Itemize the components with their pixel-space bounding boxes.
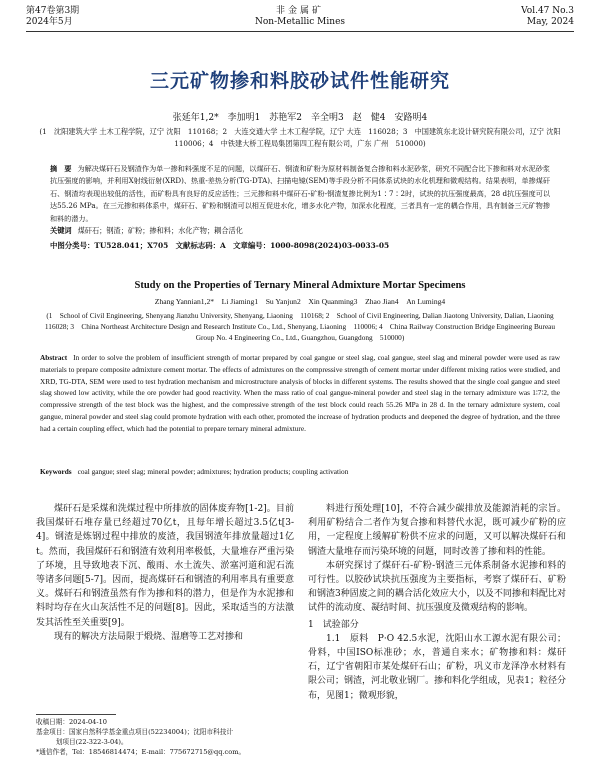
materials-paragraph bbox=[308, 632, 566, 703]
journal-name-cn: 非金属矿 bbox=[275, 6, 324, 16]
abstract-en-label: Abstract bbox=[40, 353, 68, 362]
abstract-en bbox=[40, 352, 560, 435]
materials-text: P·O 42.5水泥，沈阳山水工源水泥有限公司；骨料，中国ISO标准砂；水，普通自来水；矿物掺和料：煤矸石，辽宁省朝阳市某处煤矸石山；矿粉，巩义市龙泽净水材料有限公司；钢渣，河北敬业钢厂。掺和料化学组成，见表1；粒径分布，见图1；微观形貌， bbox=[308, 633, 566, 701]
footnote-corresponding: *通信作者，Tel：18546814474；E-mail：775672715@qq.com。 bbox=[36, 748, 246, 756]
body-column-right bbox=[308, 502, 566, 703]
body-paragraph: 现有的解决方法局限于煅烧、湿磨等工艺对掺和 bbox=[54, 631, 244, 642]
abstract-cn-text: 为解决煤矸石及钢渣作为单一掺和料强度不足的问题，以煤矸石、钢渣和矿粉为原材料制备复合掺和料水泥砂浆，研究不同配合比下掺和料对水泥砂浆抗压强度的影响，并利用X射线衍射(XRD)、热重-差热分析(TG-DTA)、扫描电镜(SEM)等手段分析不同体系试块的水化机理和微观结构。结果表明，单掺煤矸石、钢渣均表现出较低的活性，而矿粉具有良好的反应活性；三元掺和料中煤矸石-矿粉-钢渣复掺比例为1∶7∶2时，试块的抗压强度最高，28 d抗压强度可以达55.26 MPa。在三元掺和料体系中，煤矸石、矿粉和钢渣可以相互促进水化，增多水化产物，加深水化程度，三者具有一定的耦合作用，具有制备三元矿物掺和料的潜力。 bbox=[50, 164, 550, 223]
paper-title-en: Study on the Properties of Ternary Mineral Admixture Mortar Specimens bbox=[134, 280, 466, 291]
keywords-cn-text: 煤矸石；钢渣；矿粉；掺和料；水化产物；耦合活化 bbox=[77, 226, 243, 235]
keywords-cn-label: 关键词 bbox=[50, 226, 72, 235]
abstract-cn bbox=[50, 163, 550, 225]
body-paragraph: 本研究探讨了煤矸石-矿粉-钢渣三元体系制备水泥掺和料的可行性。以胶砂试块抗压强度为主要指标，考察了煤矸石、矿粉和钢渣3种固废之间的耦合活化效应大小，以及不同掺和料配比对试件的流动度、凝结时间、抗压强度及微观结构的影响。 bbox=[308, 560, 566, 614]
keywords-en-text: coal gangue; steel slag; mineral powder; admixtures; hydration products; coupling activation bbox=[77, 467, 349, 476]
header-right bbox=[521, 6, 574, 28]
abstract-en-text: In order to solve the problem of insufficient strength of mortar prepared by coal gangue or steel slag, coal gangue, steel slag and mineral powder were used as raw materials to prepare composite admixture cement mortar. The effects of admixtures on the compressive strength of cement mortar under different mixing ratios were studied, and XRD, TG-DTA, SEM were used to test hydration mechanism and microstructure analysis of blocks in different systems. The results showed that the single coal gangue and steel slag showed low activity, while the ore powder had good reactivity. When the mass ratio of coal gangue-mineral powder and steel slag in the ternary admixture was 1∶7∶2, the compressive strength of the test block was the highest, and the compressive strength of the test block could reach 55.26 MPa in 28 d. In the ternary admixture system, coal gangue, mineral powder and steel slag could promote hydration with each other, promoted the increase of hydration products and deepened the degree of hydration, and the three had a certain coupling effect, which had the potential to prepare ternary mineral admixture. bbox=[40, 353, 560, 433]
authors-cn: 张延年1,2* 李加明1 苏艳军2 辛全明3 赵 健4 安路明4 bbox=[172, 113, 428, 123]
footnotes bbox=[36, 717, 294, 757]
section-heading: 1 试验部分 bbox=[308, 619, 359, 630]
footnote-funding-cont: 划项目(22-322-3-04)。 bbox=[55, 738, 128, 746]
affiliations-cn: (1 沈阳建筑大学 土木工程学院，辽宁 沈阳 110168；2 大连交通大学 土木工程学院，辽宁 大连 116028；3 中国建筑东北设计研究院有限公司，辽宁 沈阳 110006；4 中铁建大桥工程局集团第四工程有限公司，广东 广州 510000) bbox=[39, 127, 568, 148]
date-cn: 2024年5月 bbox=[26, 17, 73, 27]
classification-line: 中图分类号：TU528.041；X705 文献标志码：A 文章编号：1000-8098(2024)03-0033-05 bbox=[50, 241, 390, 250]
volume-cn: 第47卷第3期 bbox=[26, 6, 80, 16]
date-en: May, 2024 bbox=[526, 17, 574, 27]
footnote-rule bbox=[36, 714, 116, 715]
keywords-cn bbox=[50, 226, 550, 236]
affiliations-en: (1 School of Civil Engineering, Shenyang Jianzhu University, Shenyang, Liaoning 110168; 2 School of Civil Engineering, Dalian Jiaotong University, Dalian, Liaoning 116028; 3 China Northeast Architecture Design and Research Institute Co., Ltd., Shenyang, Liaoning 110006; 4 China Railway Construction Bridge Engineering Bureau Group No. 4 Engineering Co., Ltd., Guangzhou, Guangdong 510000) bbox=[44, 311, 561, 343]
keywords-en bbox=[40, 467, 560, 476]
header-center bbox=[0, 6, 600, 28]
body-column-left bbox=[36, 502, 294, 644]
journal-name-en: Non-Metallic Mines bbox=[254, 17, 346, 27]
abstract-cn-label: 摘 要 bbox=[50, 164, 72, 173]
paper-title-cn: 三元矿物掺和料胶砂试件性能研究 bbox=[149, 70, 450, 92]
footnote-received: 收稿日期：2024-04-10 bbox=[36, 718, 107, 726]
volume-en: Vol.47 No.3 bbox=[521, 6, 574, 16]
footnote-funding: 基金项目：国家自然科学基金重点项目(52234004)；沈阳市科技计 bbox=[36, 728, 233, 736]
header-rule bbox=[26, 31, 574, 32]
keywords-en-label: Keywords bbox=[40, 467, 72, 476]
body-paragraph: 料进行预处理[10]，不符合减少碳排放及能源消耗的宗旨。利用矿粉结合二者作为复合掺和料替代水泥，既可减少矿粉的应用，一定程度上缓解矿粉供不应求的问题，又可以解决煤矸石和钢渣大量堆存而污染环境的问题，同时改善了掺和料的性能。 bbox=[308, 504, 566, 557]
subsection-heading: 1.1 原料 bbox=[326, 633, 369, 644]
authors-en: Zhang Yannian1,2* Li Jiaming1 Su Yanjun2 Xin Quanming3 Zhao Jian4 An Luming4 bbox=[154, 297, 446, 306]
body-paragraph: 煤矸石是采煤和洗煤过程中所排放的固体废弃物[1-2]。目前我国煤矸石堆存量已经超过70亿t，且每年增长超过3.5亿t[3-4]。钢渣是炼钢过程中排放的废渣，我国钢渣年排放量超过1亿t。然而，我国煤矸石和钢渣有效利用率极低，大量堆存严重污染了环境，且导致地表下沉、酸雨、水土流失、淤塞河道和泥石流等诸多问题[5-7]。因而，提高煤矸石和钢渣的利用率具有重要意义。煤矸石和钢渣虽然有作为掺和料的潜力，但是作为水泥掺和料时均存在火山灰活性不足的问题[8]。因此，采取适当的方法激发其活性至关重要[9]。 bbox=[36, 504, 294, 628]
